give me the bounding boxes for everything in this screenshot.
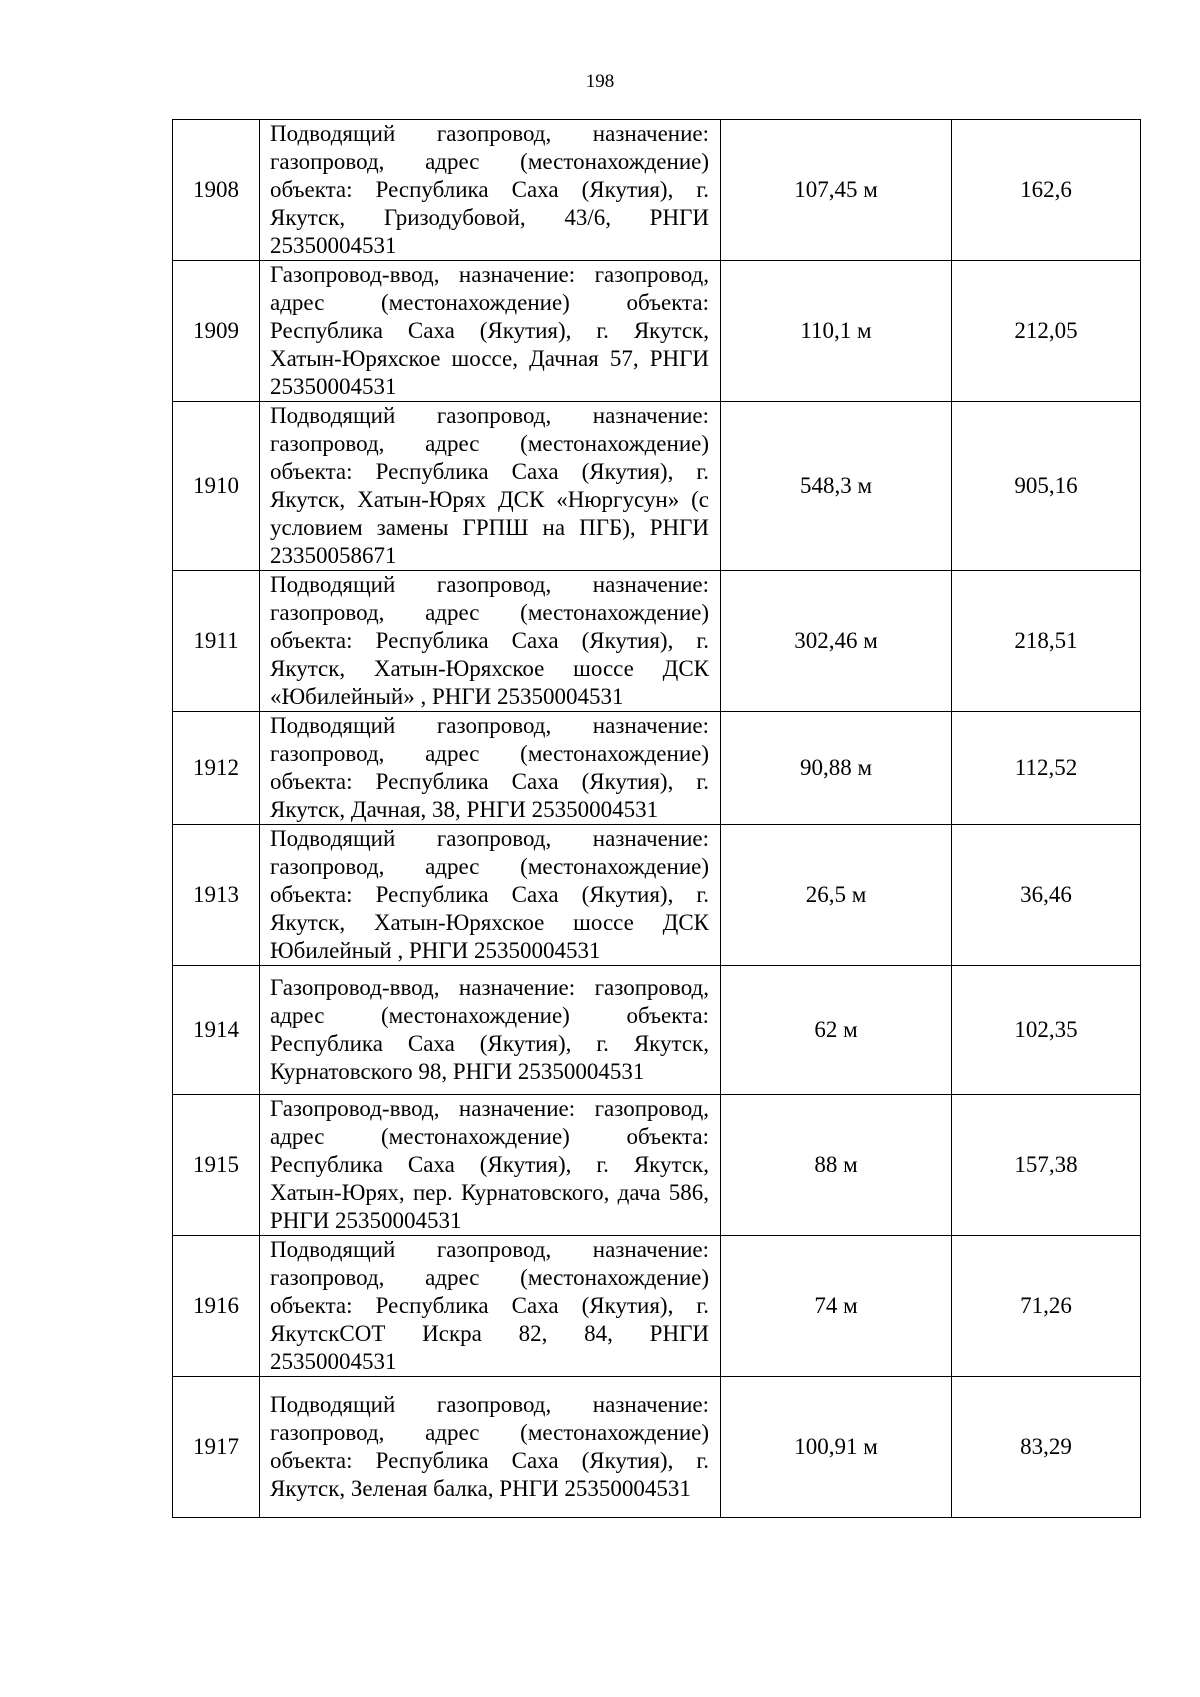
object-value: 212,05 [952,261,1141,402]
table-row [173,261,1141,402]
row-number: 1911 [173,571,260,712]
object-description: Подводящий газопровод, назначение: газопровод, адрес (местонахождение) объекта: Республика Саха (Якутия), г. Якутск, Хатын-Юряхское шоссе ДСК Юбилейный , РНГИ 25350004531 [260,825,721,966]
object-length: 62 м [721,966,952,1095]
object-length: 100,91 м [721,1377,952,1518]
page-number: 198 [585,71,615,92]
object-length: 90,88 м [721,712,952,825]
object-value: 162,6 [952,120,1141,261]
object-value: 157,38 [952,1095,1141,1236]
object-length: 26,5 м [721,825,952,966]
object-length: 548,3 м [721,402,952,571]
object-description: Подводящий газопровод, назначение: газопровод, адрес (местонахождение) объекта: Республика Саха (Якутия), г. Якутск, Хатын-Юрях ДСК «Нюргусун» (с условием замены ГРПШ на ПГБ), РНГИ 23350058671 [260,402,721,571]
object-length: 110,1 м [721,261,952,402]
object-value: 83,29 [952,1377,1141,1518]
table-row [173,571,1141,712]
registry-table [172,119,1141,1518]
table-row [173,1236,1141,1377]
object-value: 71,26 [952,1236,1141,1377]
object-length: 74 м [721,1236,952,1377]
row-number: 1910 [173,402,260,571]
table-row [173,712,1141,825]
table-row [173,1095,1141,1236]
row-number: 1914 [173,966,260,1095]
object-value: 36,46 [952,825,1141,966]
row-number: 1908 [173,120,260,261]
row-number: 1916 [173,1236,260,1377]
object-description: Газопровод-ввод, назначение: газопровод, адрес (местонахождение) объекта: Республика Саха (Якутия), г. Якутск, Курнатовского 98, РНГИ 25350004531 [260,966,721,1095]
object-description: Подводящий газопровод, назначение: газопровод, адрес (местонахождение) объекта: Республика Саха (Якутия), г. Якутск, Гризодубовой, 43/6, РНГИ 25350004531 [260,120,721,261]
object-description: Подводящий газопровод, назначение: газопровод, адрес (местонахождение) объекта: Республика Саха (Якутия), г. Якутск, Дачная, 38, РНГИ 25350004531 [260,712,721,825]
object-value: 112,52 [952,712,1141,825]
object-length: 107,45 м [721,120,952,261]
table-row [173,402,1141,571]
object-description: Газопровод-ввод, назначение: газопровод, адрес (местонахождение) объекта: Республика Саха (Якутия), г. Якутск, Хатын-Юряхское шоссе, Дачная 57, РНГИ 25350004531 [260,261,721,402]
row-number: 1917 [173,1377,260,1518]
row-number: 1912 [173,712,260,825]
table-row [173,966,1141,1095]
table-row [173,120,1141,261]
object-description: Подводящий газопровод, назначение: газопровод, адрес (местонахождение) объекта: Республика Саха (Якутия), г. Якутск, Зеленая балка, РНГИ 25350004531 [260,1377,721,1518]
row-number: 1915 [173,1095,260,1236]
object-value: 102,35 [952,966,1141,1095]
object-length: 302,46 м [721,571,952,712]
object-length: 88 м [721,1095,952,1236]
table-row [173,1377,1141,1518]
row-number: 1913 [173,825,260,966]
object-value: 905,16 [952,402,1141,571]
object-value: 218,51 [952,571,1141,712]
row-number: 1909 [173,261,260,402]
object-description: Подводящий газопровод, назначение: газопровод, адрес (местонахождение) объекта: Республика Саха (Якутия), г. ЯкутскСОТ Искра 82, 84, РНГИ 25350004531 [260,1236,721,1377]
object-description: Газопровод-ввод, назначение: газопровод, адрес (местонахождение) объекта: Республика Саха (Якутия), г. Якутск, Хатын-Юрях, пер. Курнатовского, дача 586, РНГИ 25350004531 [260,1095,721,1236]
object-description: Подводящий газопровод, назначение: газопровод, адрес (местонахождение) объекта: Республика Саха (Якутия), г. Якутск, Хатын-Юряхское шоссе ДСК «Юбилейный» , РНГИ 25350004531 [260,571,721,712]
table-row [173,825,1141,966]
